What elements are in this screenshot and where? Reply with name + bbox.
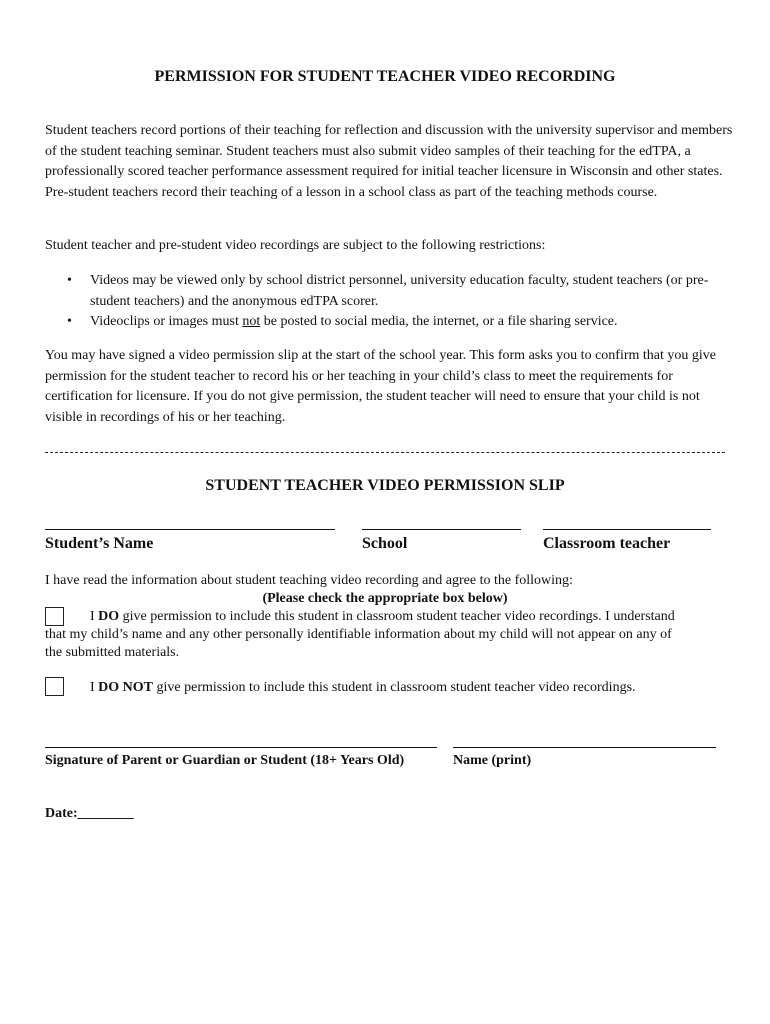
confirm-paragraph: You may have signed a video permission slip at the start of the school year. This form asks you to confirm that you give permission for the student teacher to record his or her teaching in your child’s class to meet the requirements for certification for licensure. If you do not give permission, the student teacher will need to ensure that your child is not visible in recordings of his or her teaching. xyxy=(45,348,716,425)
option-do-not-prefix: I xyxy=(90,680,99,695)
option-do-line3: the submitted materials. xyxy=(45,645,180,660)
student-name-label: Student’s Name xyxy=(45,535,154,552)
restriction-item-2-before: Videoclips or images must xyxy=(90,314,243,330)
list-item xyxy=(45,271,735,312)
cut-line-divider xyxy=(45,452,725,453)
restriction-item-2-underlined: not xyxy=(242,314,261,330)
option-do-emphasis: DO xyxy=(98,609,120,624)
bullet-icon: • xyxy=(67,314,72,330)
option-do-not-emphasis: DO NOT xyxy=(98,680,154,695)
school-label: School xyxy=(362,535,408,552)
option-do-not-rest: give permission to include this student in classroom student teacher video recordings. xyxy=(153,680,636,695)
restrictions-intro: Student teacher and pre-student video recordings are subject to the following restrictions: xyxy=(45,238,546,253)
slip-title: STUDENT TEACHER VIDEO PERMISSION SLIP xyxy=(205,477,565,494)
intro-paragraph: Student teachers record portions of their teaching for reflection and discussion with the university supervisor and members of the student teaching seminar. Student teachers must also submit video samples of their teaching for the edTPA, a professionally scored teacher performance assessment required for initial teacher licensure in Wisconsin and other states. Pre-student teachers record their teaching of a lesson in a school class as part of the teaching methods course. xyxy=(45,123,733,200)
option-do-line2: that my child’s name and any other personally identifiable information about my child will not appear on any of xyxy=(45,627,672,642)
option-do-prefix: I xyxy=(90,609,99,624)
date-field[interactable]: Date:________ xyxy=(45,806,134,821)
option-do-rest: give permission to include this student in classroom student teacher video recordings. I understand xyxy=(119,609,675,624)
classroom-teacher-label: Classroom teacher xyxy=(543,535,671,552)
school-line[interactable] xyxy=(362,529,521,530)
classroom-teacher-line[interactable] xyxy=(543,529,711,530)
check-instruction: (Please check the appropriate box below) xyxy=(262,591,508,606)
agree-statement: I have read the information about student teaching video recording and agree to the following: xyxy=(45,573,573,588)
restrictions-list xyxy=(45,271,735,333)
permission-do-not-checkbox[interactable] xyxy=(45,677,64,696)
list-item xyxy=(45,312,735,333)
student-name-line[interactable] xyxy=(45,529,335,530)
restriction-item-1: Videos may be viewed only by school district personnel, university education faculty, student teachers (or pre-student teachers) and the anonymous edTPA scorer. xyxy=(90,273,709,309)
name-print-label: Name (print) xyxy=(453,753,532,768)
name-print-line[interactable] xyxy=(453,747,716,748)
bullet-icon: • xyxy=(67,273,72,288)
option-do-not-text xyxy=(90,679,636,698)
signature-line[interactable] xyxy=(45,747,437,748)
option-do-line1 xyxy=(90,608,675,627)
permission-do-checkbox[interactable] xyxy=(45,607,64,626)
restriction-item-2-after: be posted to social media, the internet, or a file sharing service. xyxy=(260,314,618,330)
page-title: PERMISSION FOR STUDENT TEACHER VIDEO RECORDING xyxy=(154,68,616,85)
signature-label: Signature of Parent or Guardian or Student (18+ Years Old) xyxy=(45,753,405,768)
